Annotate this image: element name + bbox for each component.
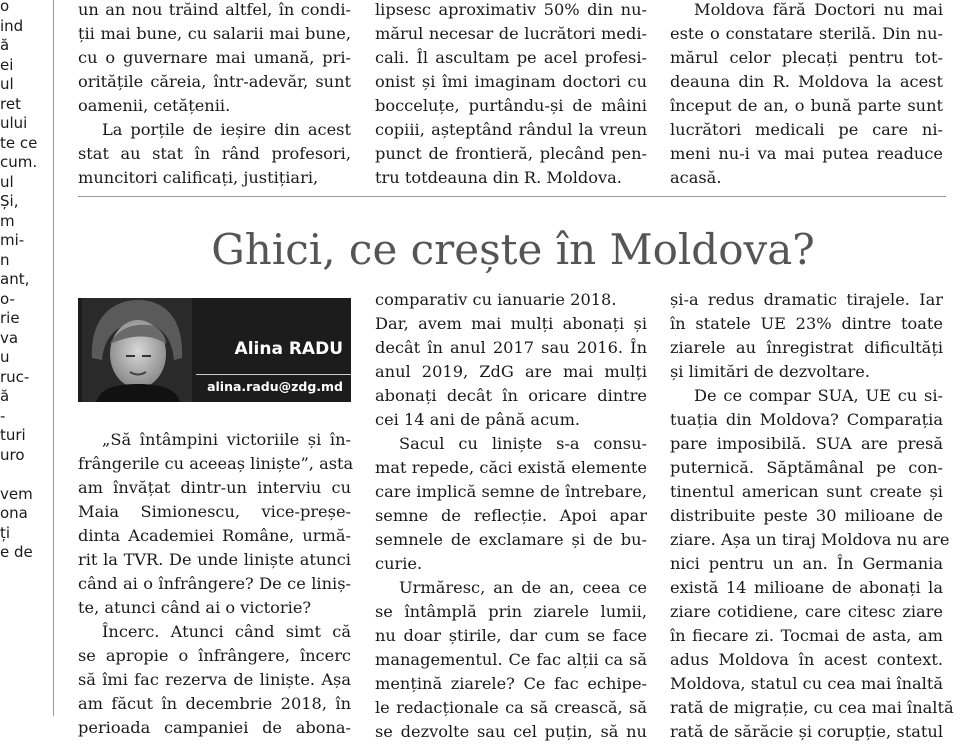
text-line: anul 2019, ZdG are mai mulți	[375, 362, 647, 381]
text-line: Moldova fără Doctori nu mai	[694, 0, 943, 19]
text-line: tru totdeauna din R. Moldova.	[375, 168, 622, 187]
text-line: cum.	[0, 153, 38, 171]
text-line: mi-	[0, 231, 25, 249]
text-line: uro	[0, 445, 25, 464]
text-line: cei 14 ani de până acum.	[375, 410, 581, 429]
text-line: tuația din Moldova? Comparația	[670, 410, 943, 429]
text-line: se întâmplă prin ziarele lumii,	[375, 602, 647, 621]
text-line: ant,	[0, 270, 30, 288]
upper-column-1	[78, 0, 351, 188]
upper-column-2	[375, 0, 647, 188]
text-line: -	[0, 406, 6, 425]
text-line: adus Moldova în acest context.	[670, 650, 943, 669]
text-line: onist și îmi imaginam doctori cu	[375, 72, 647, 91]
text-line: cali. Îl ascultam pe acel profesi-	[375, 48, 647, 67]
text-line: distribuite peste 30 milioane de	[670, 506, 943, 525]
text-line: m	[0, 211, 15, 230]
text-line: nici pentru un an. În Germania	[670, 554, 943, 573]
text-line: este o constatare sterilă. Din nu-	[670, 24, 943, 43]
text-line: oamenii, cetățenii.	[78, 96, 231, 115]
text-line: comparativ cu ianuarie 2018.	[375, 290, 617, 309]
text-line: ă	[0, 36, 10, 54]
text-line: Sacul cu liniște s-a consu-	[399, 434, 647, 453]
text-line: rată de sărăcie și corupție, statul	[670, 722, 943, 741]
text-line: lucrători medicali pe care ni-	[670, 120, 943, 139]
text-line: se apropie o înfrângere, încerc	[78, 646, 351, 665]
text-line: curie.	[375, 554, 423, 573]
left-column-rule	[53, 0, 54, 716]
text-line: se dezvolte sau cel puțin, să nu	[375, 722, 647, 741]
text-line: ul	[0, 172, 14, 191]
text-line: ei	[0, 55, 14, 74]
text-line: care implică semne de întrebare,	[375, 482, 647, 501]
text-line: nu doar știrile, dar cum se face	[375, 626, 647, 645]
text-line: dinta Academiei Române, urmă-	[78, 526, 351, 545]
text-line: ona	[0, 504, 28, 522]
text-line: ret	[0, 94, 21, 113]
text-line: u	[0, 348, 10, 366]
article-column-2	[375, 288, 647, 741]
author-name: Alina RADU	[234, 339, 343, 359]
text-line: Încerc. Atunci când simt că	[102, 622, 351, 641]
text-line: ziare. Așa un tiraj Moldova nu are	[670, 530, 950, 549]
text-line: La porțile de ieșire din acest	[102, 120, 351, 139]
text-line: rit la TVR. De unde liniște atunci	[78, 550, 351, 569]
article-column-1	[78, 428, 354, 737]
text-line: mărul necesar de lucrători medi-	[375, 24, 647, 43]
text-line: stat au stat în rând profesori,	[78, 144, 351, 163]
text-line: e de	[0, 543, 33, 561]
text-line: copiii, așteptând rândul la vreun	[375, 120, 647, 139]
text-line: te ce	[0, 133, 38, 152]
text-line: Dar, avem mai mulți abonați și	[375, 314, 647, 333]
text-line: un an nou trăind altfel, în condi-	[78, 0, 351, 19]
text-line: pare imposibilă. SUA are presă	[670, 434, 943, 453]
text-line: și-a redus dramatic tirajele. Iar	[670, 290, 943, 309]
text-line: mențină ziarele? Ce fac echipe-	[375, 674, 647, 693]
text-line: există 14 milioane de abonați la	[670, 578, 943, 597]
text-line: Și,	[0, 192, 19, 210]
left-edge-column-fragments	[0, 0, 50, 716]
text-line: lipsesc aproximativ 50% din nu-	[375, 0, 647, 19]
text-line: le redacționale ca să crească, să	[375, 698, 647, 717]
text-line: ului	[0, 114, 28, 132]
author-portrait	[82, 298, 192, 402]
text-line: n	[0, 250, 10, 269]
text-line: când ai o înfrângere? De ce liniș-	[78, 574, 351, 593]
text-line: cu o guvernare mai umană, pri-	[78, 48, 351, 67]
text-line: te, atunci când ai o victorie?	[78, 598, 312, 617]
text-line: ziare cotidiene, care citesc ziare	[670, 602, 943, 621]
text-line: ruc-	[0, 367, 30, 386]
text-line: rată de migrație, cu cea mai înaltă	[670, 698, 954, 717]
text-line: ți	[0, 523, 11, 542]
text-line: ind	[0, 16, 24, 35]
text-line: și limitări de dezvoltare.	[670, 362, 870, 381]
text-line: vem	[0, 484, 33, 503]
text-line: semnele de exclamare și de bu-	[375, 530, 647, 549]
text-line: Maia Simionescu, vice-preșe-	[78, 502, 351, 521]
upper-column-3	[670, 0, 943, 188]
section-divider	[78, 196, 946, 197]
text-line: ziarele au înregistrat dificultăți	[670, 338, 943, 357]
author-email[interactable]: alina.radu@zdg.md	[207, 379, 343, 394]
text-line: deauna din R. Moldova la acest	[670, 72, 943, 91]
text-line: bocceluțe, purtându-și de mâini	[375, 96, 647, 115]
article-column-3	[670, 288, 954, 741]
text-line: semne de reflecție. Apoi apar	[375, 506, 647, 525]
text-line: rie	[0, 309, 20, 327]
text-line: oritățile căreia, într-adevăr, sunt	[78, 72, 351, 91]
text-line: decât în anul 2017 sau 2016. În	[375, 338, 647, 357]
text-line: „Să întâmpini victoriile și în-	[102, 430, 351, 449]
text-line: ă	[0, 387, 10, 405]
text-line: managementul. Ce fac alții ca să	[375, 650, 647, 669]
text-line: ul	[0, 75, 14, 93]
text-line: muncitori calificați, justițiari,	[78, 168, 319, 187]
text-line: ții mai bune, cu salarii mai bune,	[78, 24, 351, 43]
text-line: Moldova, statul cu cea mai înaltă	[670, 674, 943, 693]
text-line: în statele UE 23% dintre toate	[670, 314, 943, 333]
text-line: frângerile cu aceeaș liniște”, asta	[78, 454, 354, 473]
text-line: Urmăresc, an de an, ceea ce	[399, 578, 647, 597]
text-line: va	[0, 328, 19, 347]
text-line: tinentul american sunt create și	[670, 482, 943, 501]
text-line: mărul celor plecați pentru tot-	[670, 48, 943, 67]
text-line: o-	[0, 289, 15, 308]
text-line: început de an, o bună parte sunt	[670, 96, 943, 115]
text-line: perioada campaniei de abona-	[78, 718, 351, 737]
article-headline: Ghici, ce crește în Moldova?	[211, 225, 815, 274]
text-line: abonați decât în oricare dintre	[375, 386, 647, 405]
text-line: mat repede, căci există elemente	[375, 458, 647, 477]
text-line: să îmi fac rezerva de liniște. Așa	[78, 670, 351, 689]
text-line: am făcut în decembrie 2018, în	[78, 694, 351, 713]
author-box	[78, 298, 351, 402]
text-line: am învățat dintr-un interviu cu	[78, 478, 351, 497]
text-line: De ce compar SUA, UE cu si-	[694, 386, 943, 405]
text-line: acasă.	[670, 168, 722, 187]
text-line: puternică. Săptămânal pe con-	[670, 458, 943, 477]
author-divider	[196, 374, 351, 375]
text-line: turi	[0, 426, 26, 444]
text-line: o	[0, 0, 10, 15]
text-line: meni nu-i va mai putea readuce	[670, 144, 943, 163]
text-line: punct de frontieră, plecând pen-	[375, 144, 647, 163]
text-line: în fiecare zi. Tocmai de asta, am	[670, 626, 943, 645]
